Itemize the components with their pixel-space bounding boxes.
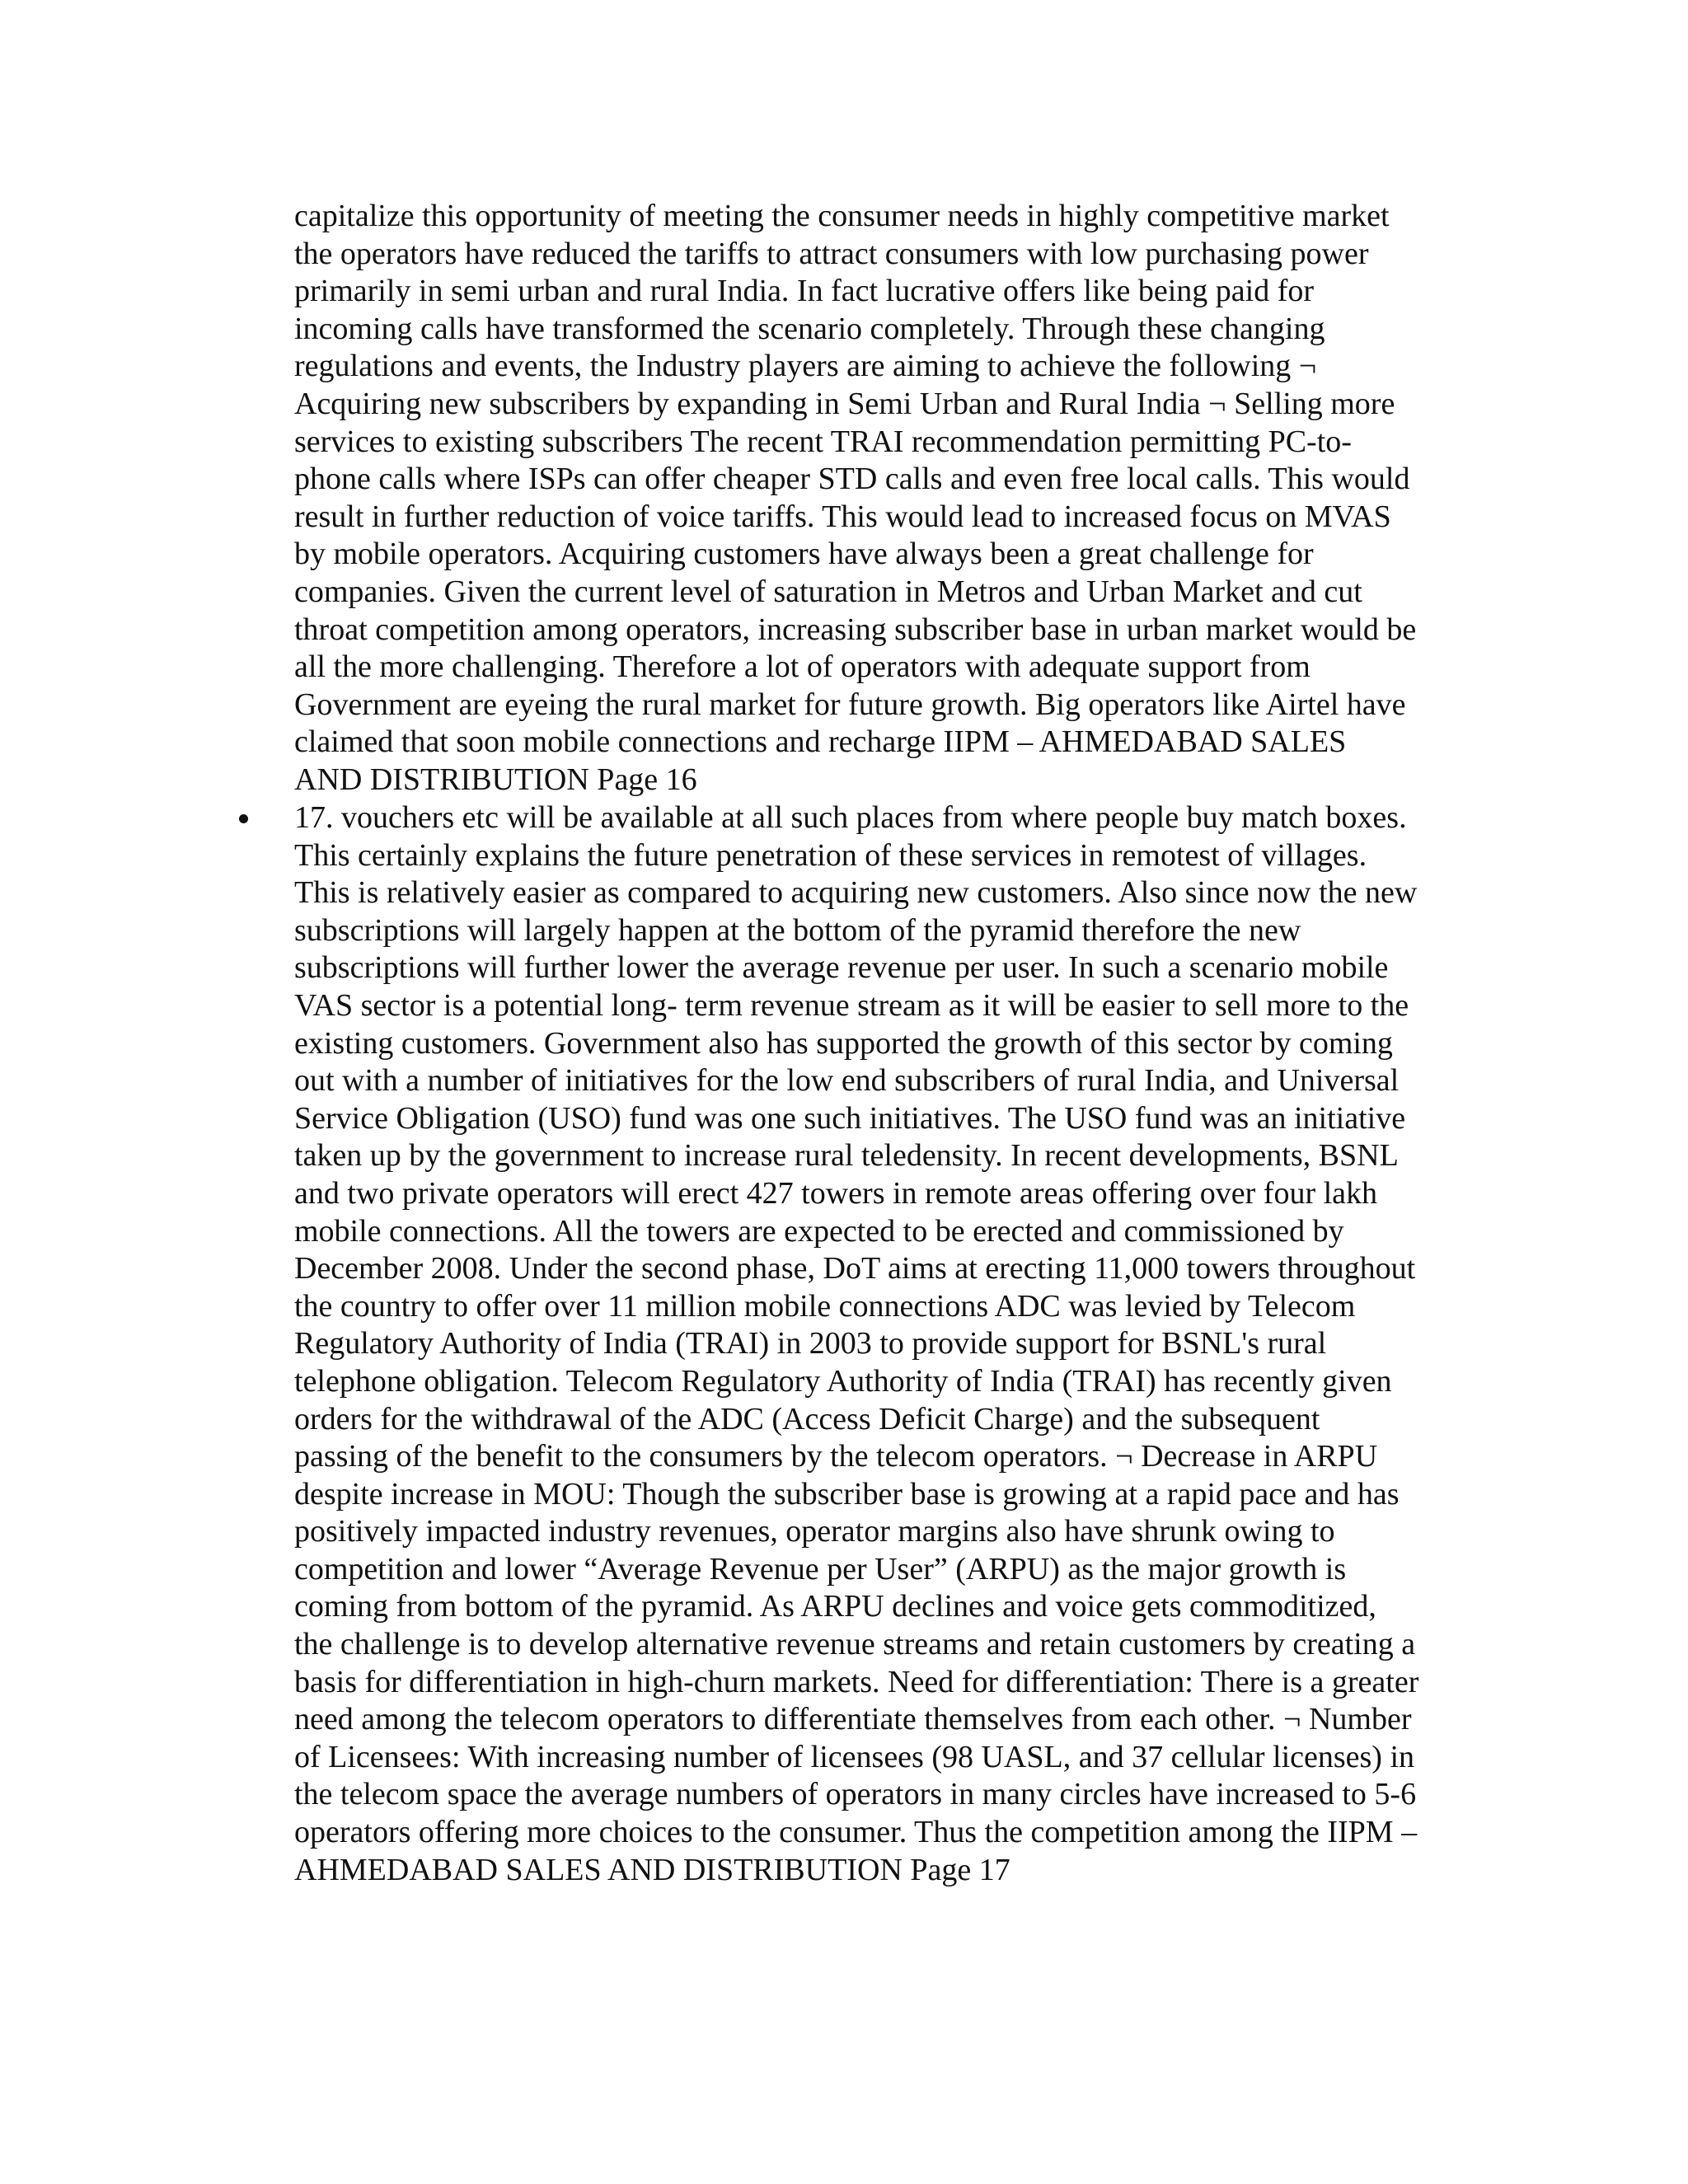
text-line: out with a number of initiatives for the low end subscribers of rural India, and Universal	[294, 1063, 1400, 1099]
text-line: AND DISTRIBUTION Page 16	[294, 762, 697, 797]
text-line: positively impacted industry revenues, operator margins also have shrunk owing to	[294, 1514, 1335, 1549]
text-line: need among the telecom operators to differentiate themselves from each other. ¬ Number	[294, 1702, 1412, 1737]
text-line: basis for differentiation in high-churn markets. Need for differentiation: There is a greater	[294, 1664, 1419, 1699]
text-line: telephone obligation. Telecom Regulatory Authority of India (TRAI) has recently given	[294, 1363, 1392, 1399]
text-line: taken up by the government to increase rural teledensity. In recent developments, BSNL	[294, 1138, 1399, 1174]
text-line: orders for the withdrawal of the ADC (Access Deficit Charge) and the subsequent	[294, 1401, 1320, 1436]
text-line: operators offering more choices to the consumer. Thus the competition among the IIPM –	[294, 1815, 1418, 1850]
text-line: passing of the benefit to the consumers by the telecom operators. ¬ Decrease in ARPU	[294, 1439, 1378, 1474]
text-line: phone calls where ISPs can offer cheaper STD calls and even free local calls. This would	[294, 462, 1410, 497]
text-line: by mobile operators. Acquiring customers have always been a great challenge for	[294, 537, 1314, 572]
text-line: subscriptions will further lower the average revenue per user. In such a scenario mobile	[294, 950, 1389, 986]
text-line: despite increase in MOU: Though the subscriber base is growing at a rapid pace and has	[294, 1476, 1400, 1511]
text-line: the country to offer over 11 million mobile connections ADC was levied by Telecom	[294, 1288, 1356, 1324]
text-line: capitalize this opportunity of meeting the consumer needs in highly competitive market	[294, 199, 1390, 233]
paragraph-1	[294, 198, 1489, 799]
text-line: Regulatory Authority of India (TRAI) in 2003 to provide support for BSNL's rural	[294, 1326, 1327, 1361]
text-line: the operators have reduced the tariffs to attract consumers with low purchasing power	[294, 236, 1369, 271]
text-line: the challenge is to develop alternative revenue streams and retain customers by creating a	[294, 1627, 1416, 1662]
text-line: competition and lower “Average Revenue per User” (ARPU) as the major growth is	[294, 1551, 1347, 1586]
text-line: This is relatively easier as compared to acquiring new customers. Also since now the new	[294, 875, 1418, 911]
text-line: result in further reduction of voice tariffs. This would lead to increased focus on MVAS	[294, 499, 1391, 534]
text-line: regulations and events, the Industry players are aiming to achieve the following ¬	[294, 349, 1317, 384]
text-line: December 2008. Under the second phase, DoT aims at erecting 11,000 towers throughout	[294, 1251, 1416, 1286]
text-line: primarily in semi urban and rural India. In fact lucrative offers like being paid for	[294, 274, 1315, 309]
text-line: AHMEDABAD SALES AND DISTRIBUTION Page 17	[294, 1852, 1010, 1887]
text-line: mobile connections. All the towers are expected to be erected and commissioned by	[294, 1213, 1344, 1249]
text-line: VAS sector is a potential long- term revenue stream as it will be easier to sell more to the	[294, 987, 1409, 1023]
text-line: claimed that soon mobile connections and recharge IIPM – AHMEDABAD SALES	[294, 724, 1347, 760]
text-line: Service Obligation (USO) fund was one such initiatives. The USO fund was an initiative	[294, 1100, 1406, 1136]
bullet-icon	[239, 814, 248, 823]
text-line: subscriptions will largely happen at the bottom of the pyramid therefore the new	[294, 912, 1301, 948]
text-line: all the more challenging. Therefore a lot of operators with adequate support from	[294, 649, 1311, 685]
list-item	[294, 799, 1489, 1889]
text-line: services to existing subscribers The recent TRAI recommendation permitting PC-to-	[294, 424, 1352, 459]
text-line: coming from bottom of the pyramid. As ARPU declines and voice gets commoditized,	[294, 1589, 1376, 1624]
text-line: Government are eyeing the rural market for future growth. Big operators like Airtel have	[294, 687, 1406, 722]
text-line: and two private operators will erect 427 towers in remote areas offering over four lakh	[294, 1175, 1378, 1211]
text-line: companies. Given the current level of saturation in Metros and Urban Market and cut	[294, 574, 1362, 609]
text-line: the telecom space the average numbers of operators in many circles have increased to 5-6	[294, 1777, 1417, 1812]
text-line: This certainly explains the future penetration of these services in remotest of villages.	[294, 837, 1367, 873]
text-line: throat competition among operators, increasing subscriber base in urban market would be	[294, 612, 1417, 647]
text-line: existing customers. Government also has supported the growth of this sector by coming	[294, 1025, 1393, 1061]
text-line: of Licensees: With increasing number of licensees (98 UASL, and 37 cellular licenses) in	[294, 1739, 1415, 1774]
text-line: incoming calls have transformed the scenario completely. Through these changing	[294, 311, 1325, 346]
text-line: Acquiring new subscribers by expanding in Semi Urban and Rural India ¬ Selling more	[294, 386, 1395, 421]
text-line: 17. vouchers etc will be available at all such places from where people buy match boxes.	[294, 800, 1407, 835]
